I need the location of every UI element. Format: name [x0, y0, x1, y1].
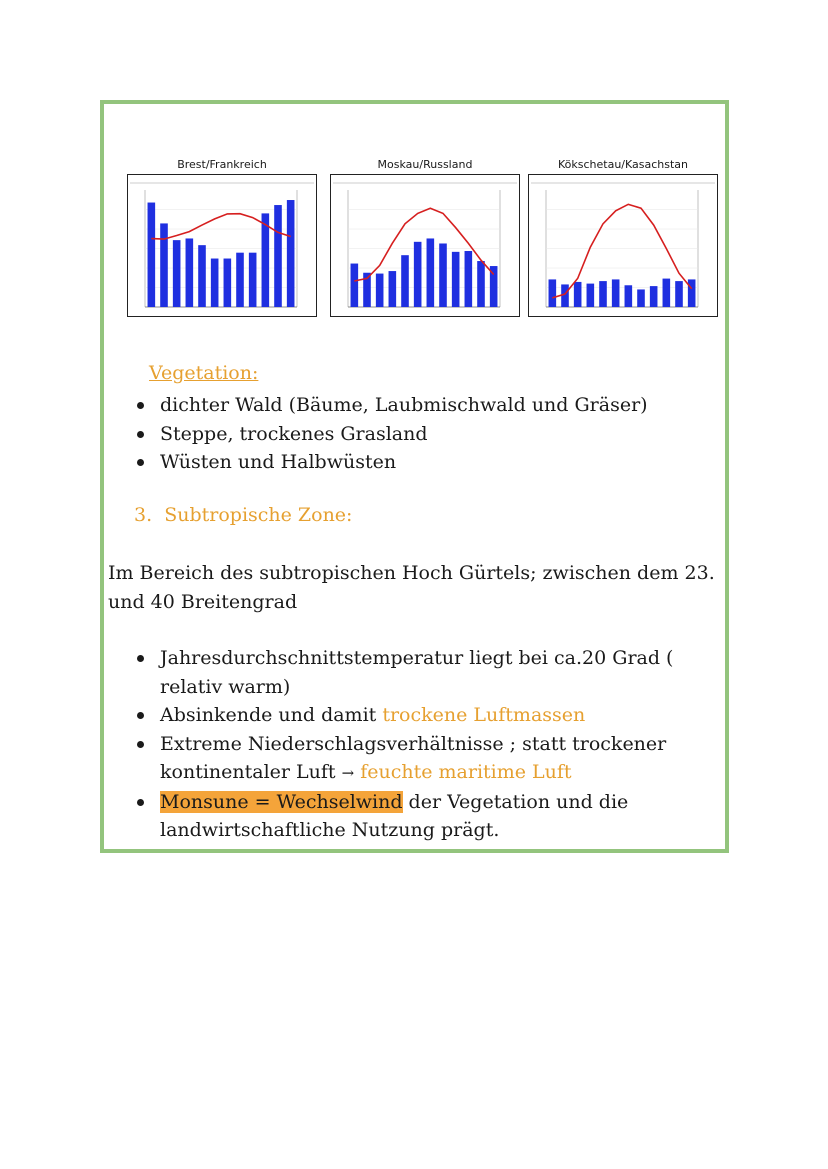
precip-bar	[198, 245, 206, 307]
precip-bar	[389, 271, 397, 307]
intro-paragraph: Im Bereich des subtropischen Hoch Gürtels; zwischen dem 23. und 40 Breitengrad	[108, 562, 715, 613]
precip-bar	[224, 259, 232, 307]
climate-chart-koekschetau	[528, 156, 718, 317]
precip-bar	[574, 282, 582, 307]
chart-title: Moskau/Russland	[377, 158, 473, 171]
precip-bar	[561, 284, 569, 307]
precip-bar	[160, 223, 168, 307]
precip-bar	[675, 281, 683, 307]
section-heading-subtropic: 3. Subtropische Zone:	[134, 504, 353, 526]
precip-bar	[249, 253, 257, 307]
list-item: Monsune = Wechselwind der Vegetation und die landwirtschaftliche Nutzung prägt.	[137, 788, 673, 845]
precip-bar	[274, 205, 282, 307]
chart-title: Brest/Frankreich	[177, 158, 267, 171]
arrow-right-icon: →	[341, 764, 355, 782]
precip-bar	[376, 274, 384, 307]
bullet-icon	[137, 655, 144, 662]
precip-bar	[663, 279, 671, 307]
content-frame	[100, 100, 729, 853]
precip-bar	[262, 213, 270, 307]
precip-bar	[401, 255, 409, 307]
list-item: Jahresdurchschnittstemperatur liegt bei ca.20 Grad ( relativ warm)	[137, 644, 673, 701]
bullet-icon	[137, 431, 144, 438]
precip-bar	[186, 238, 194, 307]
subtropic-list	[137, 644, 673, 845]
precip-bar	[599, 281, 607, 307]
vegetation-list	[137, 391, 648, 477]
precip-bar	[236, 253, 244, 307]
chart-plot	[127, 174, 317, 317]
precip-bar	[427, 238, 435, 307]
precip-bar	[688, 279, 696, 307]
bullet-icon	[137, 741, 144, 748]
chart-title: Kökschetau/Kasachstan	[557, 158, 689, 171]
precip-bar	[587, 284, 595, 307]
list-item: Extreme Niederschlagsverhältnisse ; statt trockener kontinentaler Luft → feuchte maritime Luft	[137, 730, 673, 788]
precip-bar	[351, 264, 359, 307]
precip-bar	[612, 279, 620, 307]
precip-bar	[148, 203, 156, 307]
climate-charts	[127, 156, 723, 326]
precip-bar	[637, 289, 645, 307]
chart-plot	[330, 174, 520, 317]
highlight-text: Monsune = Wechselwind	[160, 790, 403, 813]
bullet-icon	[137, 402, 144, 409]
list-item: Wüsten und Halbwüsten	[137, 448, 648, 477]
bullet-icon	[137, 459, 144, 466]
precip-bar	[549, 279, 557, 307]
precip-bar	[465, 251, 473, 307]
chart-plot	[528, 174, 718, 317]
precip-bar	[477, 261, 485, 307]
climate-chart-moskau	[330, 156, 520, 317]
list-item: dichter Wald (Bäume, Laubmischwald und Gräser)	[137, 391, 648, 420]
list-item: Steppe, trockenes Grasland	[137, 420, 648, 449]
precip-bar	[625, 285, 633, 307]
precip-bar	[439, 243, 447, 307]
precip-bar	[287, 200, 295, 307]
vegetation-heading: Vegetation:	[149, 362, 259, 384]
precip-bar	[452, 252, 460, 307]
precip-bar	[414, 242, 422, 307]
list-item: Absinkende und damit trockene Luftmassen	[137, 701, 673, 730]
bullet-icon	[137, 712, 144, 719]
bullet-icon	[137, 799, 144, 806]
precip-bar	[650, 286, 658, 307]
climate-chart-brest	[127, 156, 317, 317]
precip-bar	[173, 240, 181, 307]
precip-bar	[211, 259, 219, 307]
